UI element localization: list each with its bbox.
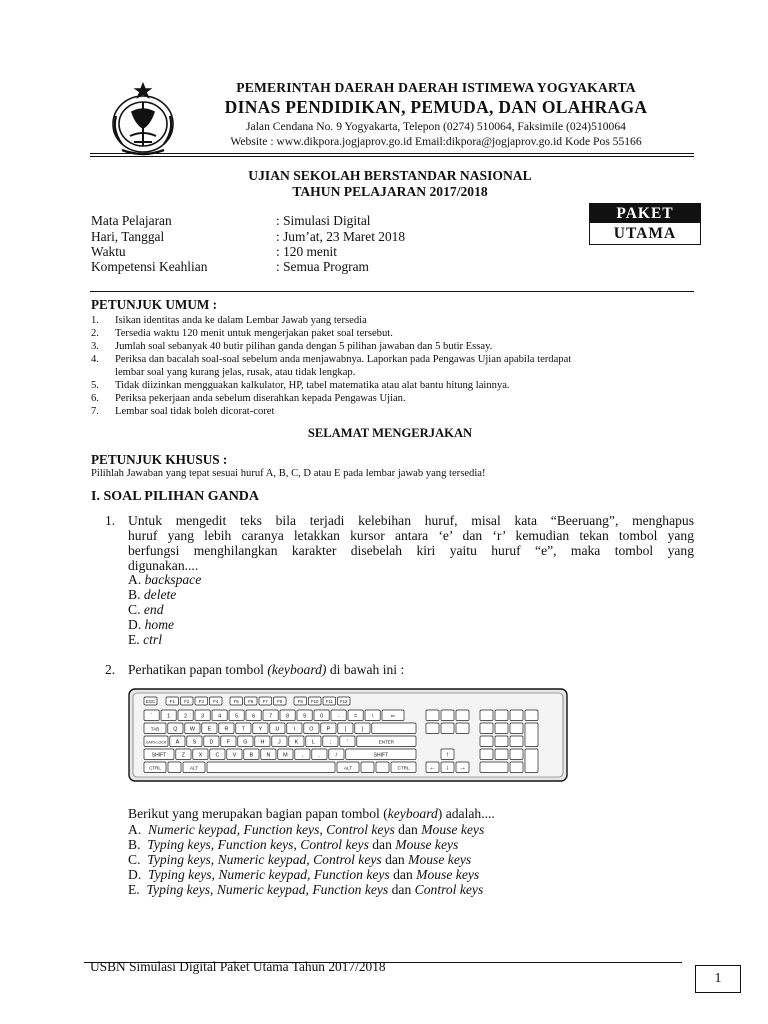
question-2-option-e: E. Typing keys, Numeric keypad, Function keys dan Control keys (128, 882, 484, 897)
nav-1-2-key (456, 723, 469, 734)
row2-10-key-label: P (326, 726, 331, 733)
arrow-left-key-label: ← (429, 764, 436, 772)
info-value-subject: : Simulasi Digital (276, 213, 371, 228)
header-divider (90, 153, 694, 154)
exam-year: TAHUN PELAJARAN 2017/2018 (292, 184, 488, 199)
function-f10-key-label: F10 (311, 699, 319, 704)
row1-4-key-label: 4 (218, 713, 222, 720)
row3-10-key-label: ' (346, 739, 348, 746)
row3-3-key-label: F (226, 739, 231, 746)
question-1-line: huruf yang lebih caranya letakkan kursor antara ‘e’ dan ‘r’ kemudian tekan tombol yang (128, 528, 694, 543)
question-2-option-a: A. Numeric keypad, Function keys, Control keys dan Mouse keys (128, 822, 485, 837)
function-f1-key-label: F1 (169, 699, 175, 704)
function-f2-key-label: F2 (184, 699, 190, 704)
function-f12-key-label: F12 (340, 699, 348, 704)
instruction-text: Lembar soal tidak boleh dicorat-coret (115, 406, 275, 417)
question-1-option-d: D. home (128, 617, 175, 632)
numpad-1-2-key (510, 723, 523, 734)
row3-9-key-label: ; (329, 739, 332, 746)
function-f6-key-label: F6 (248, 699, 254, 704)
row4-6-key-label: M (283, 752, 288, 759)
question-1-line: digunakan.... (128, 558, 199, 573)
info-label-subject: Mata Pelajaran (91, 213, 172, 228)
alt-right-key-label: ALT (344, 765, 352, 771)
row4-9-key-label: / (335, 752, 338, 759)
row3-1-key-label: S (192, 739, 197, 746)
info-value-time: : 120 menit (276, 244, 337, 259)
question-2-option-c: C. Typing keys, Numeric keypad, Control keys dan Mouse keys (128, 852, 472, 867)
row2-8-key-label: I (293, 726, 296, 733)
numpad-2-0-key (480, 736, 493, 747)
row2-4-key-label: R (224, 726, 229, 733)
row2-3-key-label: E (207, 726, 212, 733)
footer-text: USBN Simulasi Digital Paket Utama Tahun 2017/2018 (90, 959, 386, 974)
instruction-number: 4. (91, 354, 99, 365)
instruction-text: Isikan identitas anda ke dalam Lembar Jawab yang tersedia (115, 315, 367, 326)
instruction-text: Periksa dan bacalah soal-soal sebelum anda menjawabnya. Laporkan pada Pengawas Ujian apabila terdapat (115, 354, 572, 365)
question-2-option-d: D. Typing keys, Numeric keypad, Function keys dan Mouse keys (128, 867, 480, 882)
row4-5-key-label: N (266, 752, 271, 759)
header-divider-thin (90, 156, 694, 157)
numpad-4-2-key (510, 762, 523, 773)
row1-1-key-label: 1 (167, 713, 171, 720)
numpad-3-1-key (495, 749, 508, 760)
row2-9-key-label: O (309, 726, 314, 733)
row2-1-key-label: Q (173, 726, 178, 733)
instruction-number: 7. (91, 406, 99, 417)
info-label-competency: Kompetensi Keahlian (91, 259, 208, 274)
paket-badge-bottom: UTAMA (613, 225, 677, 242)
nav-0-0-key (426, 710, 439, 721)
row2-11-key-label: [ (344, 726, 347, 733)
instruction-number: 6. (91, 393, 99, 404)
win-left-key (168, 762, 181, 773)
row1-9-key-label: 9 (303, 713, 307, 720)
row1-8-key-label: 8 (286, 713, 290, 720)
numpad-3-2-key (510, 749, 523, 760)
paket-badge-top: PAKET (590, 204, 700, 223)
row2-6-key-label: Y (258, 726, 263, 733)
caps-lock-key-label: CAPS LOCK (145, 740, 167, 745)
question-1-option-e: E. ctrl (128, 632, 162, 647)
instruction-text: Tersedia waktu 120 menit untuk mengerjakan paket soal tersebut. (115, 328, 393, 339)
numpad-2-2-key (510, 736, 523, 747)
space-key (207, 762, 335, 773)
instruction-text: Jumlah soal sebanyak 40 butir pilihan ganda dengan 5 pilihan jawaban dan 5 butir Essay. (115, 341, 493, 352)
question-1-number: 1. (105, 513, 116, 528)
question-2-option-b: B. Typing keys, Function keys, Control keys dan Mouse keys (128, 837, 459, 852)
shift-left-key-label: SHIFT (151, 752, 167, 759)
info-label-date: Hari, Tanggal (91, 229, 165, 244)
row3-4-key-label: G (243, 739, 248, 746)
question-2-prompt: Perhatikan papan tombol (keyboard) di bawah ini : (128, 662, 405, 677)
exam-title: UJIAN SEKOLAH BERSTANDAR NASIONAL (248, 168, 532, 183)
arrow-down-key-label: ↓ (445, 764, 450, 772)
numpad-4-0-key (480, 762, 508, 773)
row2-0-key-label: TAB (150, 726, 160, 732)
instruction-number: 3. (91, 341, 99, 352)
win-right-key (361, 762, 374, 773)
instruction-number: 2. (91, 328, 99, 339)
row4-8-key-label: . (318, 752, 321, 759)
row1-6-key-label: 6 (252, 713, 256, 720)
backslash-wide-key (372, 723, 416, 734)
info-label-time: Waktu (91, 244, 126, 259)
row1-0-key-label: ` (150, 713, 153, 720)
nav-0-1-key (441, 710, 454, 721)
function-f4-key-label: F4 (213, 699, 219, 704)
esc-key-label: ESC (145, 699, 156, 704)
row1-13-key-label: \ (371, 713, 374, 720)
ctrl-right-key-label: CTRL (397, 765, 410, 771)
row2-2-key-label: W (189, 726, 195, 733)
paket-badge (589, 203, 701, 245)
row3-5-key-label: H (260, 739, 265, 746)
header-government-line: PEMERINTAH DAERAH DAERAH ISTIMEWA YOGYAKARTA (236, 80, 636, 95)
question-1-option-a: A. backspace (128, 572, 202, 587)
question-1-option-b: B. delete (128, 587, 177, 602)
numpad-3-3-key (525, 749, 538, 773)
row3-7-key-label: K (294, 739, 299, 746)
alt-left-key-label: ALT (190, 765, 198, 771)
function-f5-key-label: F5 (233, 699, 239, 704)
info-divider (90, 291, 694, 292)
question-2-number: 2. (105, 662, 116, 677)
row1-2-key-label: 2 (184, 713, 188, 720)
row3-8-key-label: L (311, 739, 315, 746)
row3-6-key-label: J (278, 739, 281, 746)
instruction-text: Tidak diizinkan mengguakan kalkulator, HP, tabel matematika atau alat bantu hitung lainnya. (115, 380, 510, 391)
numpad-1-1-key (495, 723, 508, 734)
numpad-1-3-key (525, 723, 538, 747)
specific-instructions-heading: PETUNJUK KHUSUS : (91, 452, 228, 467)
numpad-0-0-key (480, 710, 493, 721)
row1-3-key-label: 3 (201, 713, 205, 720)
row4-1-key-label: X (198, 752, 203, 759)
row2-5-key-label: T (241, 726, 246, 733)
general-instructions-heading: PETUNJUK UMUM : (91, 297, 217, 312)
function-f3-key-label: F3 (198, 699, 204, 704)
function-f11-key-label: F11 (325, 699, 333, 704)
instruction-text: lembar soal yang kurang jelas, rusak, atau tidak lengkap. (115, 367, 356, 378)
row1-12-key-label: = (354, 713, 358, 720)
function-f7-key-label: F7 (262, 699, 268, 704)
row4-2-key-label: C (215, 752, 220, 759)
good-luck-text: SELAMAT MENGERJAKAN (307, 426, 473, 440)
info-value-competency: : Semua Program (276, 259, 369, 274)
question-1-option-c: C. end (128, 602, 164, 617)
row1-10-key-label: 0 (320, 713, 324, 720)
header-agency-name: DINAS PENDIDIKAN, PEMUDA, DAN OLAHRAGA (224, 97, 648, 117)
nav-0-2-key (456, 710, 469, 721)
row1-7-key-label: 7 (269, 713, 273, 720)
row4-7-key-label: , (301, 752, 304, 759)
row2-7-key-label: U (275, 726, 280, 733)
shift-right-key-label: SHIFT (373, 752, 389, 759)
info-value-date: : Jum’at, 23 Maret 2018 (276, 229, 406, 244)
question-1-line: berfungsi menghilangkan karakter disebelah kiri yaitu huruf “e”, maka tombol yang (128, 543, 694, 558)
arrow-right-key-label: → (459, 764, 466, 772)
page-number: 1 (695, 965, 741, 993)
function-f9-key-label: F9 (297, 699, 303, 704)
row1-14-key-label: ⇐ (390, 713, 396, 720)
numpad-0-1-key (495, 710, 508, 721)
enter-key-label: ENTER (378, 739, 395, 745)
instruction-number: 5. (91, 380, 99, 391)
numpad-1-0-key (480, 723, 493, 734)
numpad-0-2-key (510, 710, 523, 721)
question-1-line: Untuk mengedit teks bila terjadi kelebihan huruf, misal kata “Beeruang”, menghapus (128, 513, 694, 528)
row3-2-key-label: D (209, 739, 214, 746)
section-title: I. SOAL PILIHAN GANDA (91, 489, 260, 504)
instruction-text: Periksa pekerjaan anda sebelum diserahkan kepada Pengawas Ujian. (115, 393, 406, 404)
row1-11-key-label: - (337, 713, 340, 720)
header-contact: Website : www.dikpora.jogjaprov.go.id Email:dikpora@jogjaprov.go.id Kode Pos 55166 (230, 135, 642, 148)
row2-12-key-label: ] (361, 726, 364, 733)
row3-0-key-label: A (175, 739, 180, 746)
instruction-number: 1. (91, 315, 99, 326)
function-f8-key-label: F8 (277, 699, 283, 704)
specific-instructions-text: Pilihlah Jawaban yang tepat sesuai huruf A, B, C, D atau E pada lembar jawab yang tersedia! (91, 468, 486, 479)
numpad-0-3-key (525, 710, 538, 721)
dikpora-crest-logo (106, 76, 180, 158)
numpad-3-0-key (480, 749, 493, 760)
header-address: Jalan Cendana No. 9 Yogyakarta, Telepon (0274) 510064, Faksimile (024)510064 (246, 120, 626, 133)
row1-5-key-label: 5 (235, 713, 239, 720)
question-2-stem: Berikut yang merupakan bagian papan tombol (keyboard) adalah.... (128, 806, 495, 821)
numpad-2-1-key (495, 736, 508, 747)
ctrl-left-key-label: CTRL (149, 765, 161, 771)
menu-key (376, 762, 389, 773)
row4-3-key-label: V (232, 752, 237, 759)
arrow-up-key-label: ↑ (445, 751, 450, 759)
nav-1-0-key (426, 723, 439, 734)
keyboard-illustration (128, 688, 568, 782)
nav-1-1-key (441, 723, 454, 734)
row4-4-key-label: B (249, 752, 254, 759)
row4-0-key-label: Z (181, 752, 186, 759)
